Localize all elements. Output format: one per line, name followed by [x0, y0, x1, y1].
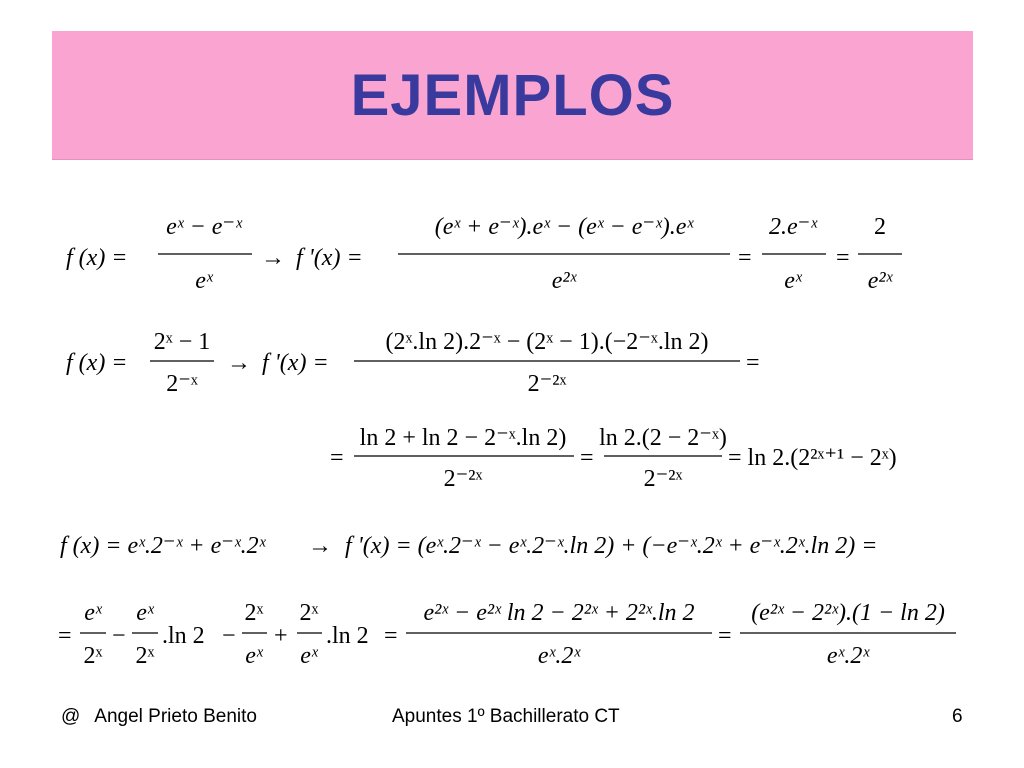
arrow-symbol: → [261, 245, 285, 271]
function-denominator: eˣ [195, 268, 213, 294]
term-numerator: eˣ [136, 600, 154, 626]
function-numerator: 2ˣ − 1 [153, 329, 211, 355]
derivative-label: f '(x) = [262, 350, 329, 376]
equals-sign: = [580, 445, 594, 471]
page-number: 6 [952, 706, 963, 727]
equals-sign: = [718, 623, 732, 649]
step-numerator: e²ˣ − e²ˣ ln 2 − 2²ˣ + 2²ˣ.ln 2 [423, 600, 695, 626]
derivative-numerator: (eˣ + e⁻ˣ).eˣ − (eˣ − e⁻ˣ).eˣ [434, 214, 694, 240]
derivative-denominator: e²ˣ [551, 268, 577, 294]
arrow-symbol: → [227, 350, 251, 376]
derivative-denominator: 2⁻²ˣ [527, 371, 567, 397]
term-denominator: eˣ [245, 643, 263, 669]
function-definition-label: f (x) = [66, 350, 128, 376]
ln2-factor: .ln 2 [162, 623, 205, 649]
example-2 [66, 329, 897, 492]
plus-sign: + [274, 623, 288, 649]
step-denominator: eˣ [784, 268, 802, 294]
example-1 [66, 214, 902, 294]
equals-sign: = [384, 623, 398, 649]
term-denominator: 2ˣ [83, 643, 103, 669]
term-numerator: eˣ [84, 600, 102, 626]
footer-course: Apuntes 1º Bachillerato CT [392, 706, 620, 727]
derivative-label: f '(x) = [296, 245, 363, 271]
step-denominator: 2⁻²ˣ [443, 466, 483, 492]
result-expression: = ln 2.(2²ˣ⁺¹ − 2ˣ) [728, 445, 897, 471]
ln2-factor: .ln 2 [326, 623, 369, 649]
result-denominator: eˣ.2ˣ [826, 643, 870, 669]
term-numerator: 2ˣ [299, 600, 319, 626]
result-numerator: 2 [874, 214, 886, 240]
result-denominator: e²ˣ [867, 268, 893, 294]
function-definition: f (x) = eˣ.2⁻ˣ + e⁻ˣ.2ˣ [60, 533, 266, 559]
term-denominator: 2ˣ [135, 643, 155, 669]
function-numerator: eˣ − e⁻ˣ [166, 214, 242, 240]
term-denominator: eˣ [300, 643, 318, 669]
minus-sign: − [222, 623, 236, 649]
step-denominator: 2⁻²ˣ [643, 466, 683, 492]
derivative-definition: f '(x) = (eˣ.2⁻ˣ − eˣ.2⁻ˣ.ln 2) + (−e⁻ˣ.2ˣ + e⁻ˣ.2ˣ.ln 2) = [345, 533, 878, 559]
term-numerator: 2ˣ [244, 600, 264, 626]
step-denominator: eˣ.2ˣ [537, 643, 581, 669]
equals-sign: = [330, 445, 344, 471]
equals-sign: = [58, 623, 72, 649]
page-title: EJEMPLOS [350, 62, 675, 128]
arrow-symbol: → [308, 533, 332, 559]
equals-sign: = [738, 245, 752, 271]
footer-author [61, 706, 257, 728]
example-3 [58, 533, 956, 669]
step-numerator: ln 2.(2 − 2⁻ˣ) [599, 425, 727, 451]
at-symbol: @ [61, 706, 81, 727]
result-numerator: (e²ˣ − 2²ˣ).(1 − ln 2) [751, 600, 945, 626]
minus-sign: − [112, 623, 126, 649]
step-numerator: ln 2 + ln 2 − 2⁻ˣ.ln 2) [359, 425, 567, 451]
equals-sign: = [836, 245, 850, 271]
function-definition-label: f (x) = [66, 245, 128, 271]
function-denominator: 2⁻ˣ [166, 371, 198, 397]
step-numerator: 2.e⁻ˣ [768, 214, 818, 240]
equals-sign: = [746, 350, 760, 376]
derivative-numerator: (2ˣ.ln 2).2⁻ˣ − (2ˣ − 1).(−2⁻ˣ.ln 2) [385, 329, 709, 355]
author-name: Angel Prieto Benito [94, 706, 257, 727]
